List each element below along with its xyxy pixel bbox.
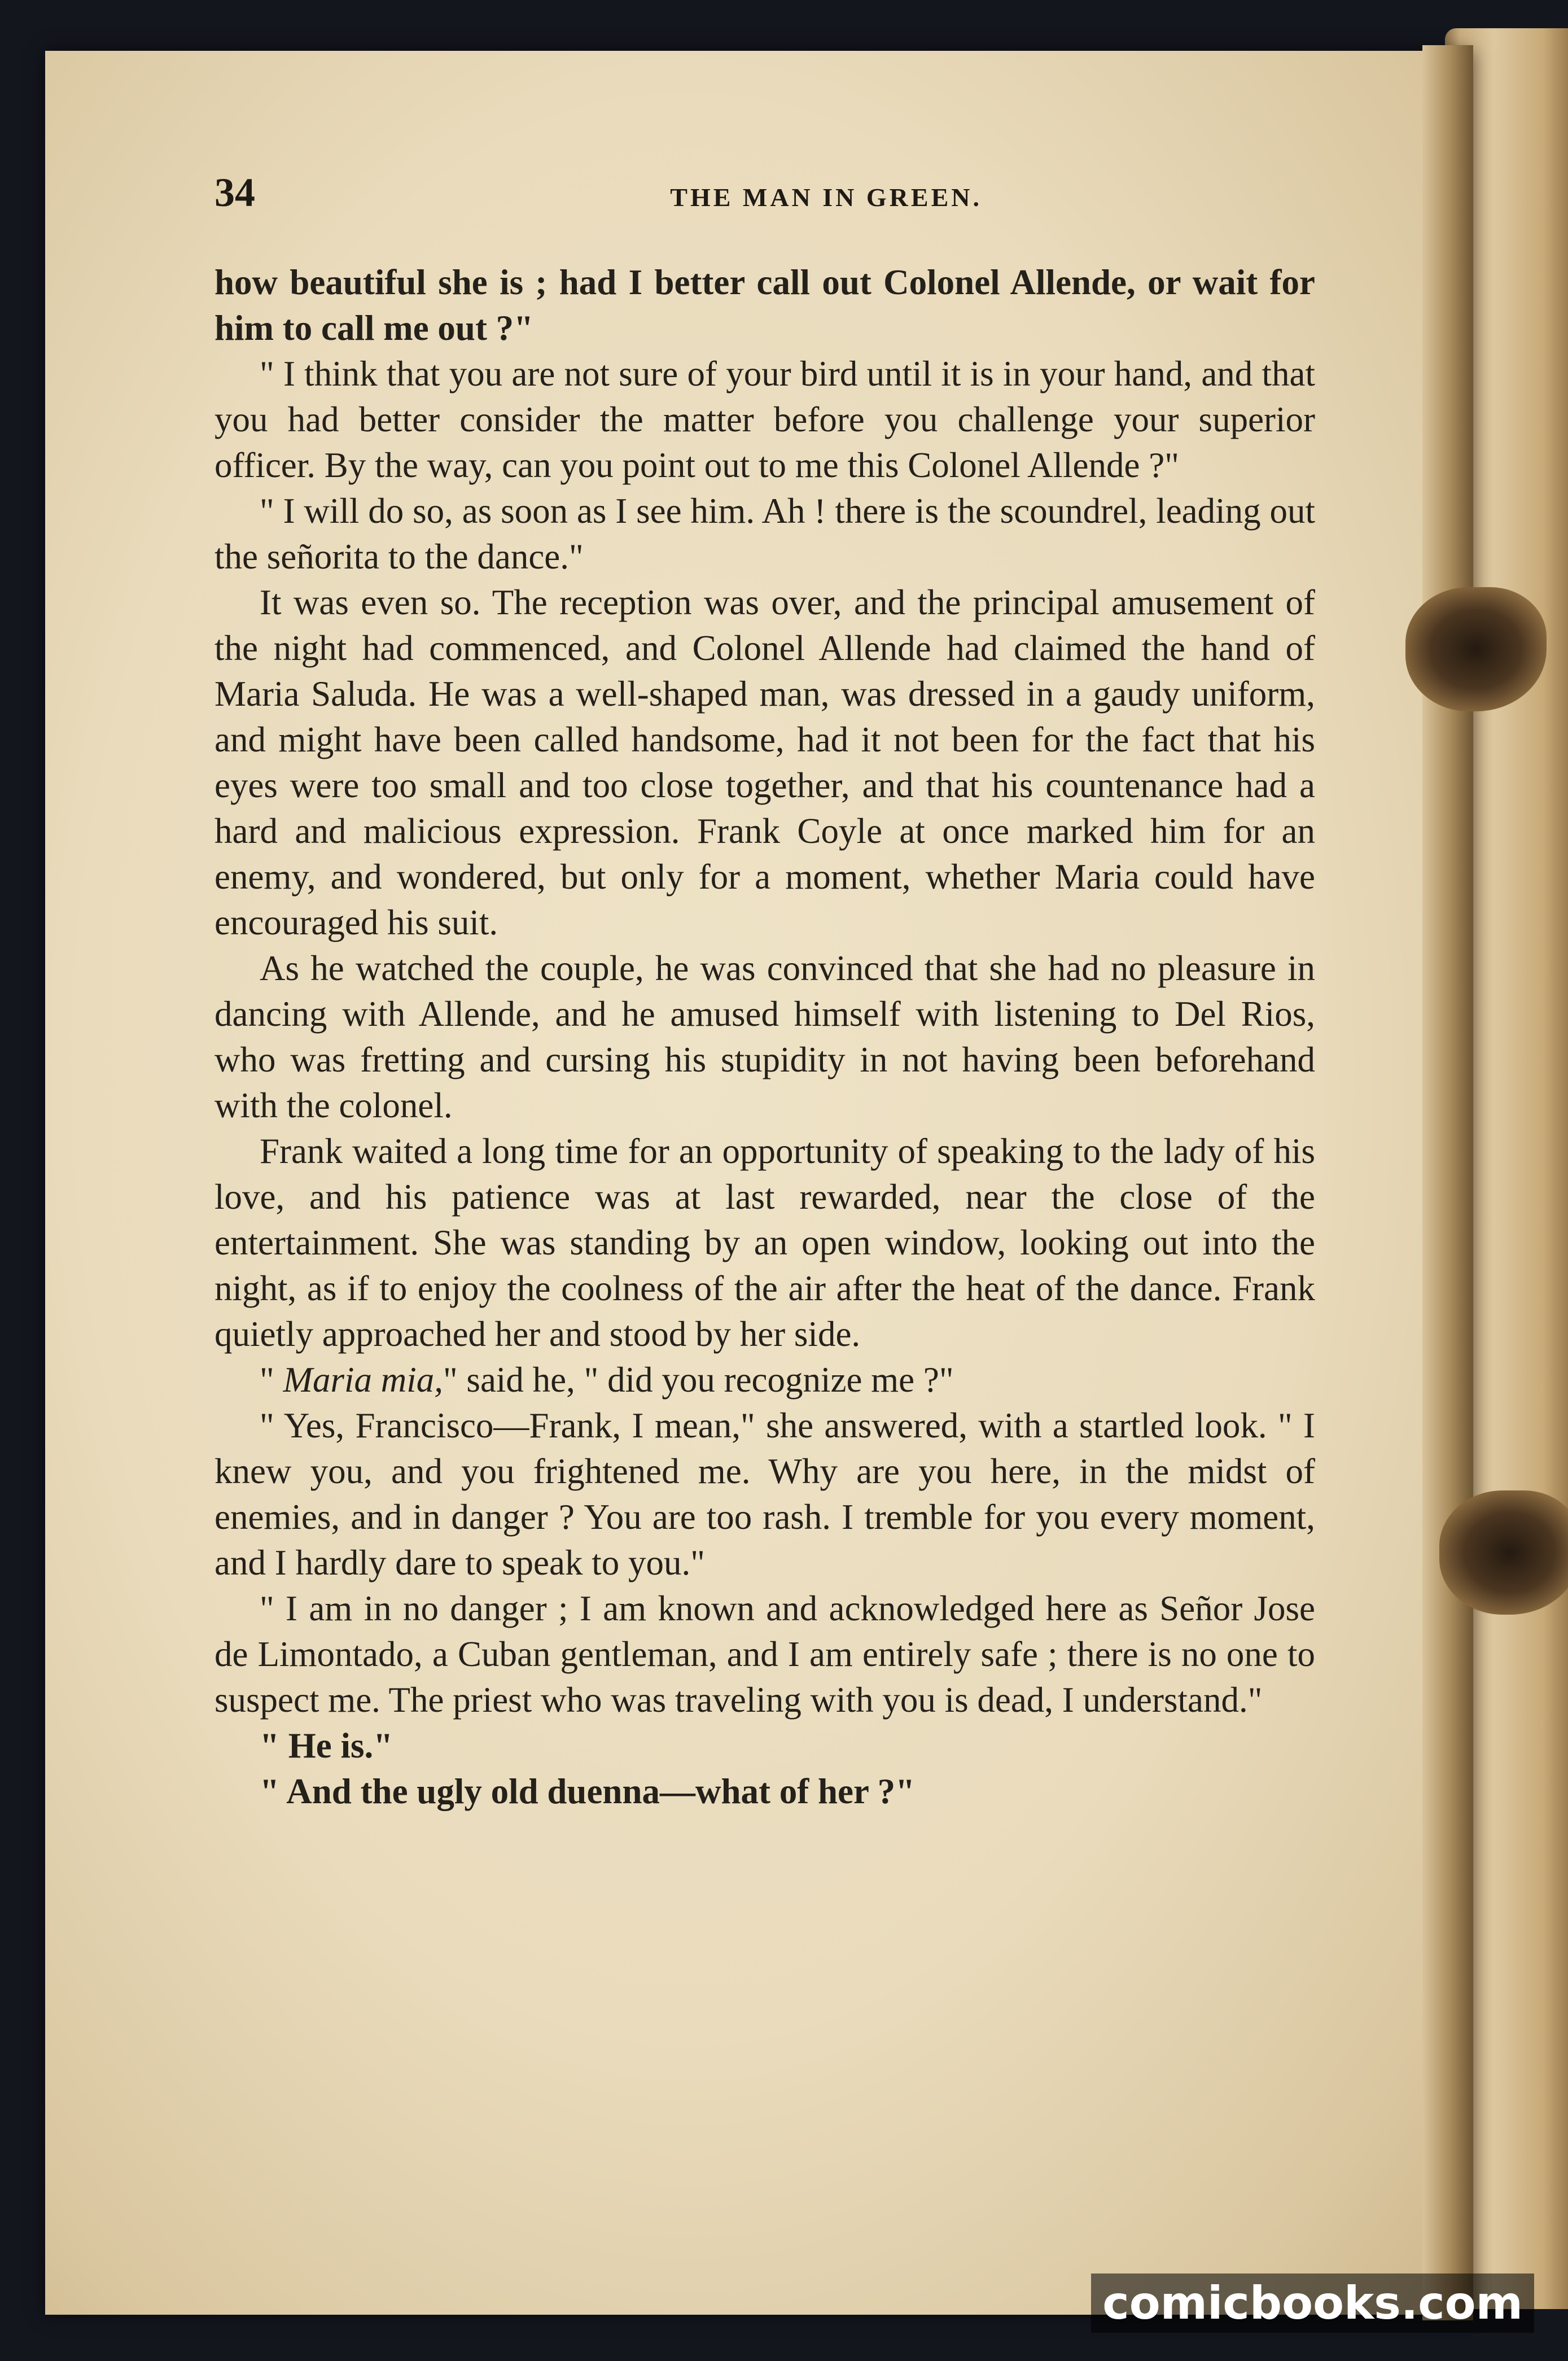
binding-hole-top <box>1405 587 1547 711</box>
italic-phrase: Maria mia, <box>283 1360 443 1400</box>
open-quote: " <box>260 1360 283 1400</box>
paragraph: As he watched the couple, he was convinced that she had no pleasure in dancing with Allende, and he amused himself with listening to Del Rios, who was fretting and cursing his stupidity in not having been beforehand with the colonel. <box>214 948 1315 1125</box>
paragraph: " Yes, Francisco—Frank, I mean," she answered, with a startled look. " I knew you, and you frightened me. Why are you here, in the midst of enemies, and in danger ? You are too rash. I tremble for you every moment, and I hardly dare to speak to you." <box>214 1406 1315 1582</box>
paragraph: Frank waited a long time for an opportunity of speaking to the lady of his love, and his patience was at last rewarded, near the close of the entertainment. She was standing by an open window, looking out into the night, as if to enjoy the coolness of the air after the heat of the dance. Frank quietly approached her and stood by her side. <box>214 1131 1315 1354</box>
paragraph: It was even so. The reception was over, and the principal amusement of the night had commenced, and Colonel Allende had claimed the hand of Maria Saluda. He was a well-shaped man, was dressed in a gaudy uniform, and might have been called handsome, had it not been for the fact that his eyes were too small and too close together, and that his countenance had a hard and malicious expression. Frank Coyle at once marked him for an enemy, and wondered, but only for a moment, whether Maria could have encouraged his suit. <box>214 583 1315 942</box>
watermark: comicbooks.com <box>1091 2273 1534 2333</box>
paragraph-maria-mia <box>214 1357 1315 1403</box>
quote-rest: " said he, " did you recognize me ?" <box>443 1360 954 1400</box>
page-number: 34 <box>214 170 255 215</box>
binding-hole-bottom <box>1439 1490 1568 1615</box>
running-head <box>214 169 1355 216</box>
paragraph: " I think that you are not sure of your bird until it is in your hand, and that you had better consider the matter before you challenge your superior officer. By the way, can you point out to me this Colonel Allende ?" <box>214 354 1315 485</box>
paragraph: " I will do so, as soon as I see him. Ah ! there is the scoundrel, leading out the señorita to the dance." <box>214 491 1315 576</box>
body-text <box>214 260 1315 1815</box>
running-title: THE MAN IN GREEN. <box>670 183 982 212</box>
page-gutter <box>1422 45 1473 2320</box>
paragraph: " And the ugly old duenna—what of her ?" <box>260 1772 916 1811</box>
paragraph: " I am in no danger ; I am known and acknowledged here as Señor Jose de Limontado, a Cuban gentleman, and I am entirely safe ; there is no one to suspect me. The priest who was traveling with you is dead, I understand." <box>214 1589 1315 1720</box>
paragraph: how beautiful she is ; had I better call out Colonel Allende, or wait for him to call me out ?" <box>214 263 1315 348</box>
paragraph: " He is." <box>260 1726 393 1765</box>
